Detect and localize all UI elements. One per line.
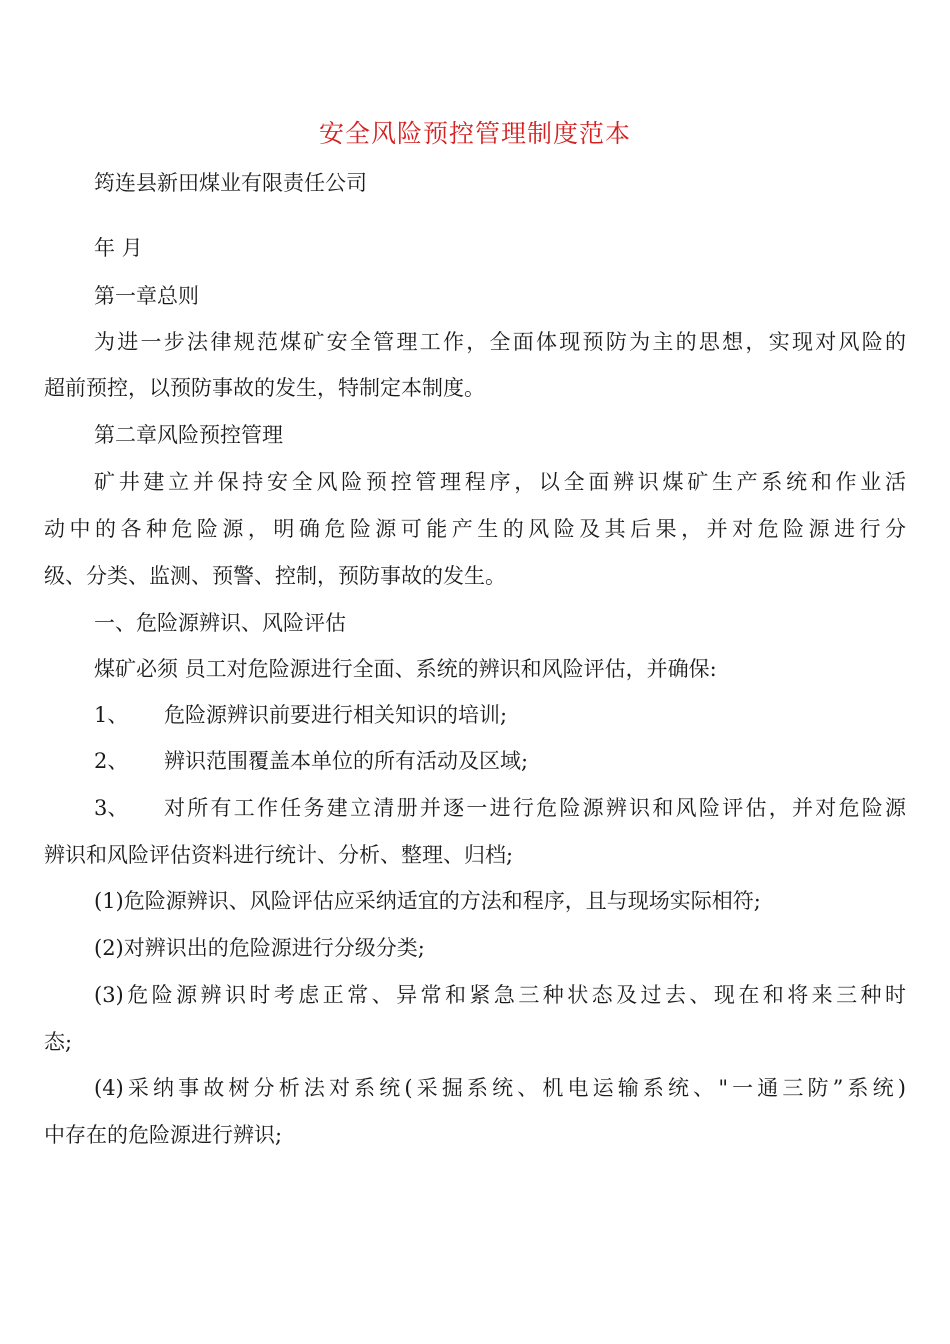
document-date: 年 月 — [94, 236, 143, 260]
sub-item-1: (1)危险源辨识、风险评估应采纳适宜的方法和程序，且与现场实际相符; — [94, 889, 761, 913]
paragraph-3: 煤矿必须 员工对危险源进行全面、系统的辨识和风险评估，并确保: — [94, 657, 717, 681]
list-item-text: 危险源辨识前要进行相关知识的培训; — [164, 703, 508, 727]
list-item-text: 辨识范围覆盖本单位的所有活动及区域; — [164, 749, 529, 773]
chapter-2-heading: 第二章风险预控管理 — [94, 423, 283, 447]
sub-item-4-line-1: (4)采纳事故树分析法对系统(采掘系统、机电运输系统、"一通三防”系统) — [94, 1076, 906, 1100]
company-name: 筠连县新田煤业有限责任公司 — [94, 171, 367, 195]
list-item-number: 2、 — [94, 749, 129, 773]
paragraph-2-line-2: 动中的各种危险源，明确危险源可能产生的风险及其后果，并对危险源进行分 — [44, 517, 906, 541]
paragraph-1-line-2: 超前预控，以预防事故的发生，特制定本制度。 — [44, 376, 485, 400]
chapter-1-heading: 第一章总则 — [94, 284, 199, 308]
paragraph-1-line-1: 为进一步法律规范煤矿安全管理工作，全面体现预防为主的思想，实现对风险的 — [94, 330, 906, 354]
paragraph-2-line-3: 级、分类、监测、预警、控制，预防事故的发生。 — [44, 564, 506, 588]
list-item-number: 1、 — [94, 703, 129, 727]
sub-item-4-line-2: 中存在的危险源进行辨识; — [44, 1123, 283, 1147]
sub-item-2: (2)对辨识出的危险源进行分级分类; — [94, 936, 425, 960]
paragraph-2-line-1: 矿井建立并保持安全风险预控管理程序，以全面辨识煤矿生产系统和作业活 — [94, 470, 906, 494]
document-title: 安全风险预控管理制度范本 — [318, 119, 631, 148]
list-item-3-continuation: 辨识和风险评估资料进行统计、分析、整理、归档; — [44, 843, 514, 867]
sub-item-3-line-2: 态; — [44, 1030, 73, 1054]
section-1-heading: 一、危险源辨识、风险评估 — [94, 611, 346, 635]
sub-item-3-line-1: (3)危险源辨识时考虑正常、异常和紧急三种状态及过去、现在和将来三种时 — [94, 983, 906, 1007]
list-item-number: 3、 — [94, 796, 129, 820]
list-item-text: 对所有工作任务建立清册并逐一进行危险源辨识和风险评估，并对危险源 — [164, 796, 906, 820]
